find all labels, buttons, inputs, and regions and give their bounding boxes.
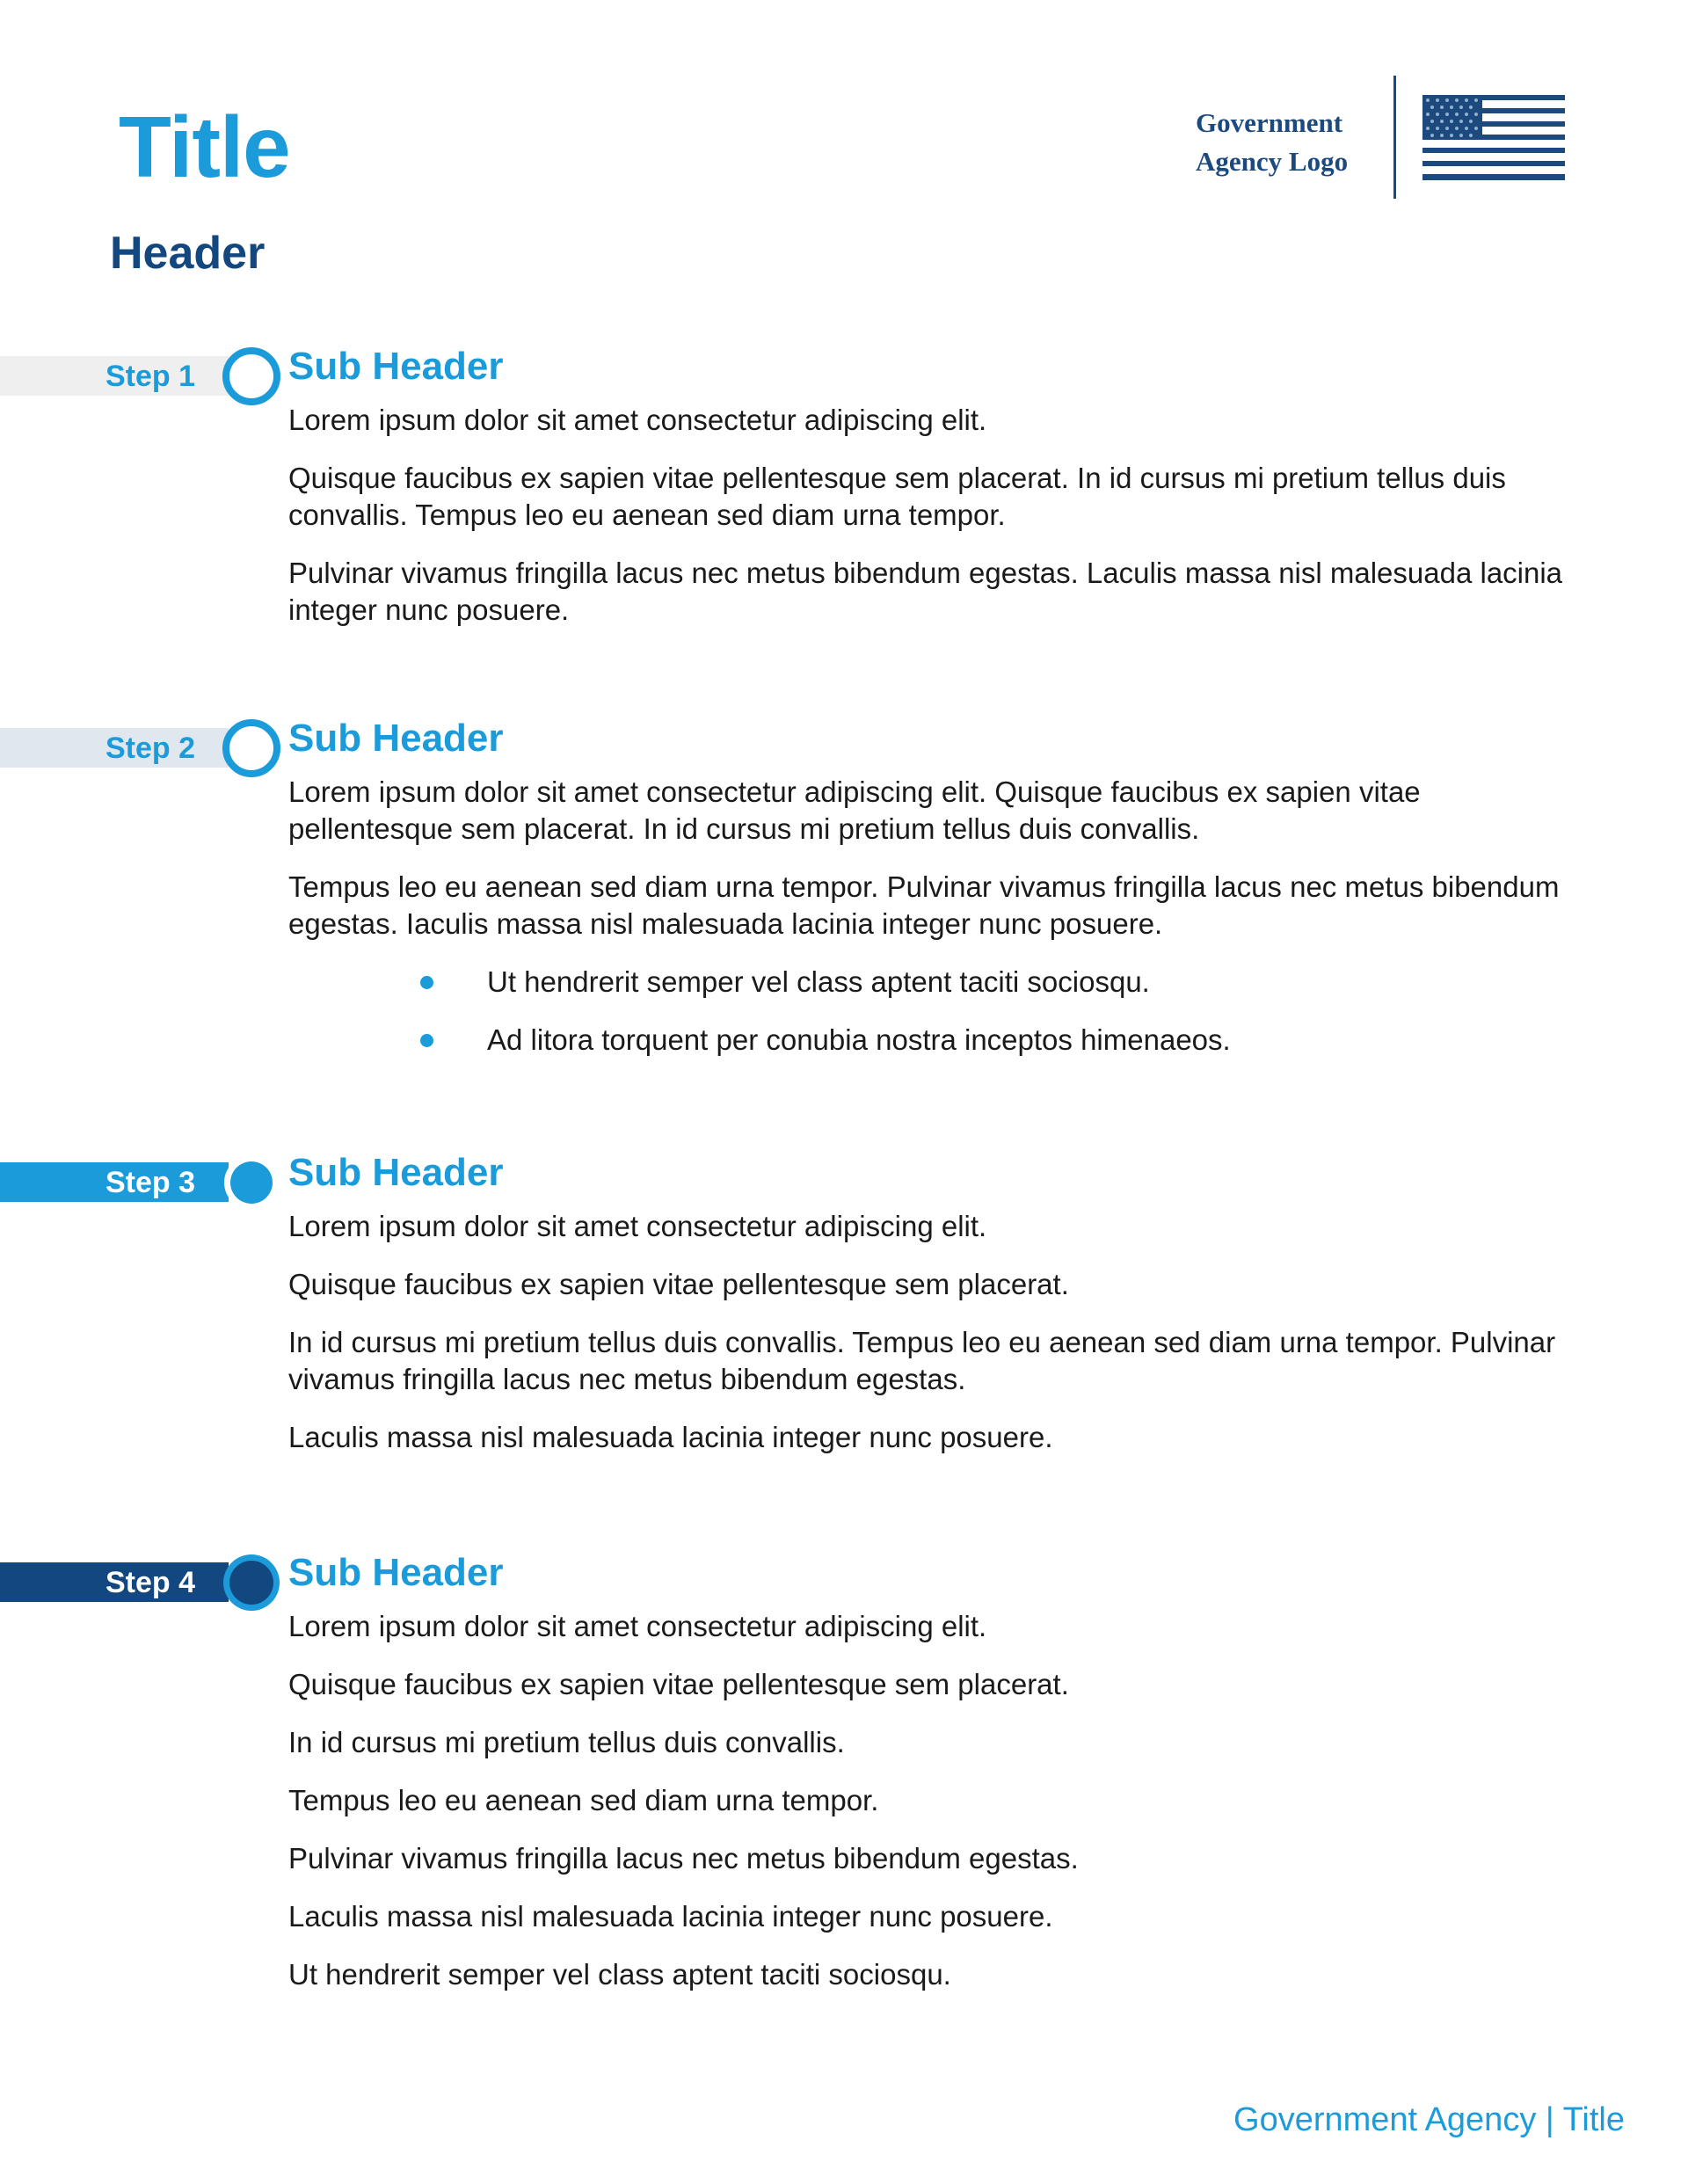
step-3-paragraph: In id cursus mi pretium tellus duis convallis. Tempus leo eu aenean sed diam urna tempor. Pulvinar vivamus fringilla lacus nec metus bibendum egestas. xyxy=(288,1326,1556,1395)
step-2-tab: Step 2 xyxy=(0,728,229,768)
list-item xyxy=(420,1022,1581,1059)
logo-divider xyxy=(1393,76,1396,199)
step-3-body xyxy=(288,1208,1581,1477)
step-4-circle-icon xyxy=(221,1552,282,1613)
step-1-body xyxy=(288,402,1581,650)
step-3-tab: Step 3 xyxy=(0,1162,229,1202)
step-2-paragraph: Tempus leo eu aenean sed diam urna tempor. Pulvinar vivamus fringilla lacus nec metus bibendum egestas. Iaculis massa nisl malesuada lacinia integer nunc posuere. xyxy=(288,870,1560,940)
list-item-text: Ad litora torquent per conubia nostra inceptos himenaeos. xyxy=(487,1023,1231,1056)
step-1-paragraph: Pulvinar vivamus fringilla lacus nec metus bibendum egestas. Laculis massa nisl malesuada lacinia integer nunc posuere. xyxy=(288,557,1563,626)
step-1-paragraph: Lorem ipsum dolor sit amet consectetur adipiscing elit. xyxy=(288,404,987,436)
us-flag-icon xyxy=(1422,95,1565,180)
step-4-paragraph: In id cursus mi pretium tellus duis convallis. xyxy=(288,1726,845,1758)
agency-logo-text xyxy=(1196,104,1363,181)
step-4-paragraph: Laculis massa nisl malesuada lacinia integer nunc posuere. xyxy=(288,1900,1053,1933)
bullet-dot-icon xyxy=(420,976,433,989)
list-item xyxy=(420,964,1581,1001)
step-4-sub-header: Sub Header xyxy=(288,1551,504,1594)
step-4-paragraph: Tempus leo eu aenean sed diam urna tempor. xyxy=(288,1784,879,1816)
step-3-paragraph: Quisque faucibus ex sapien vitae pellentesque sem placerat. xyxy=(288,1268,1069,1300)
step-1-paragraph: Quisque faucibus ex sapien vitae pellentesque sem placerat. In id cursus mi pretium tellus duis convallis. Tempus leo eu aenean sed diam urna tempor. xyxy=(288,462,1506,531)
step-2-body xyxy=(288,774,1581,1080)
step-3-paragraph: Lorem ipsum dolor sit amet consectetur adipiscing elit. xyxy=(288,1210,987,1242)
bullet-dot-icon xyxy=(420,1034,433,1047)
step-1-circle-icon xyxy=(221,346,282,407)
page-footer: Government Agency | Title xyxy=(1233,2101,1625,2138)
step-2-circle-icon xyxy=(221,717,282,779)
step-2-bullet-list xyxy=(288,964,1581,1059)
logo-line-2: Agency Logo xyxy=(1196,146,1349,177)
logo-line-1: Government xyxy=(1196,107,1343,138)
step-4-body xyxy=(288,1608,1581,2014)
step-2-sub-header: Sub Header xyxy=(288,717,504,760)
list-item-text: Ut hendrerit semper vel class aptent taciti sociosqu. xyxy=(487,965,1150,998)
step-3-circle-icon xyxy=(221,1152,282,1213)
page-title: Title xyxy=(119,98,290,195)
page-header: Header xyxy=(110,228,266,279)
step-1-sub-header: Sub Header xyxy=(288,345,504,388)
step-4-paragraph: Lorem ipsum dolor sit amet consectetur adipiscing elit. xyxy=(288,1610,987,1642)
step-2-paragraph: Lorem ipsum dolor sit amet consectetur adipiscing elit. Quisque faucibus ex sapien vitae pellentesque sem placerat. In id cursus mi pretium tellus duis convallis. xyxy=(288,775,1421,845)
step-4-paragraph: Ut hendrerit semper vel class aptent taciti sociosqu. xyxy=(288,1958,951,1991)
step-4-paragraph: Quisque faucibus ex sapien vitae pellentesque sem placerat. xyxy=(288,1668,1069,1700)
step-1-tab: Step 1 xyxy=(0,356,229,396)
step-3-paragraph: Laculis massa nisl malesuada lacinia integer nunc posuere. xyxy=(288,1421,1053,1453)
step-4-paragraph: Pulvinar vivamus fringilla lacus nec metus bibendum egestas. xyxy=(288,1842,1079,1875)
step-4-tab: Step 4 xyxy=(0,1562,229,1602)
step-3-sub-header: Sub Header xyxy=(288,1151,504,1194)
